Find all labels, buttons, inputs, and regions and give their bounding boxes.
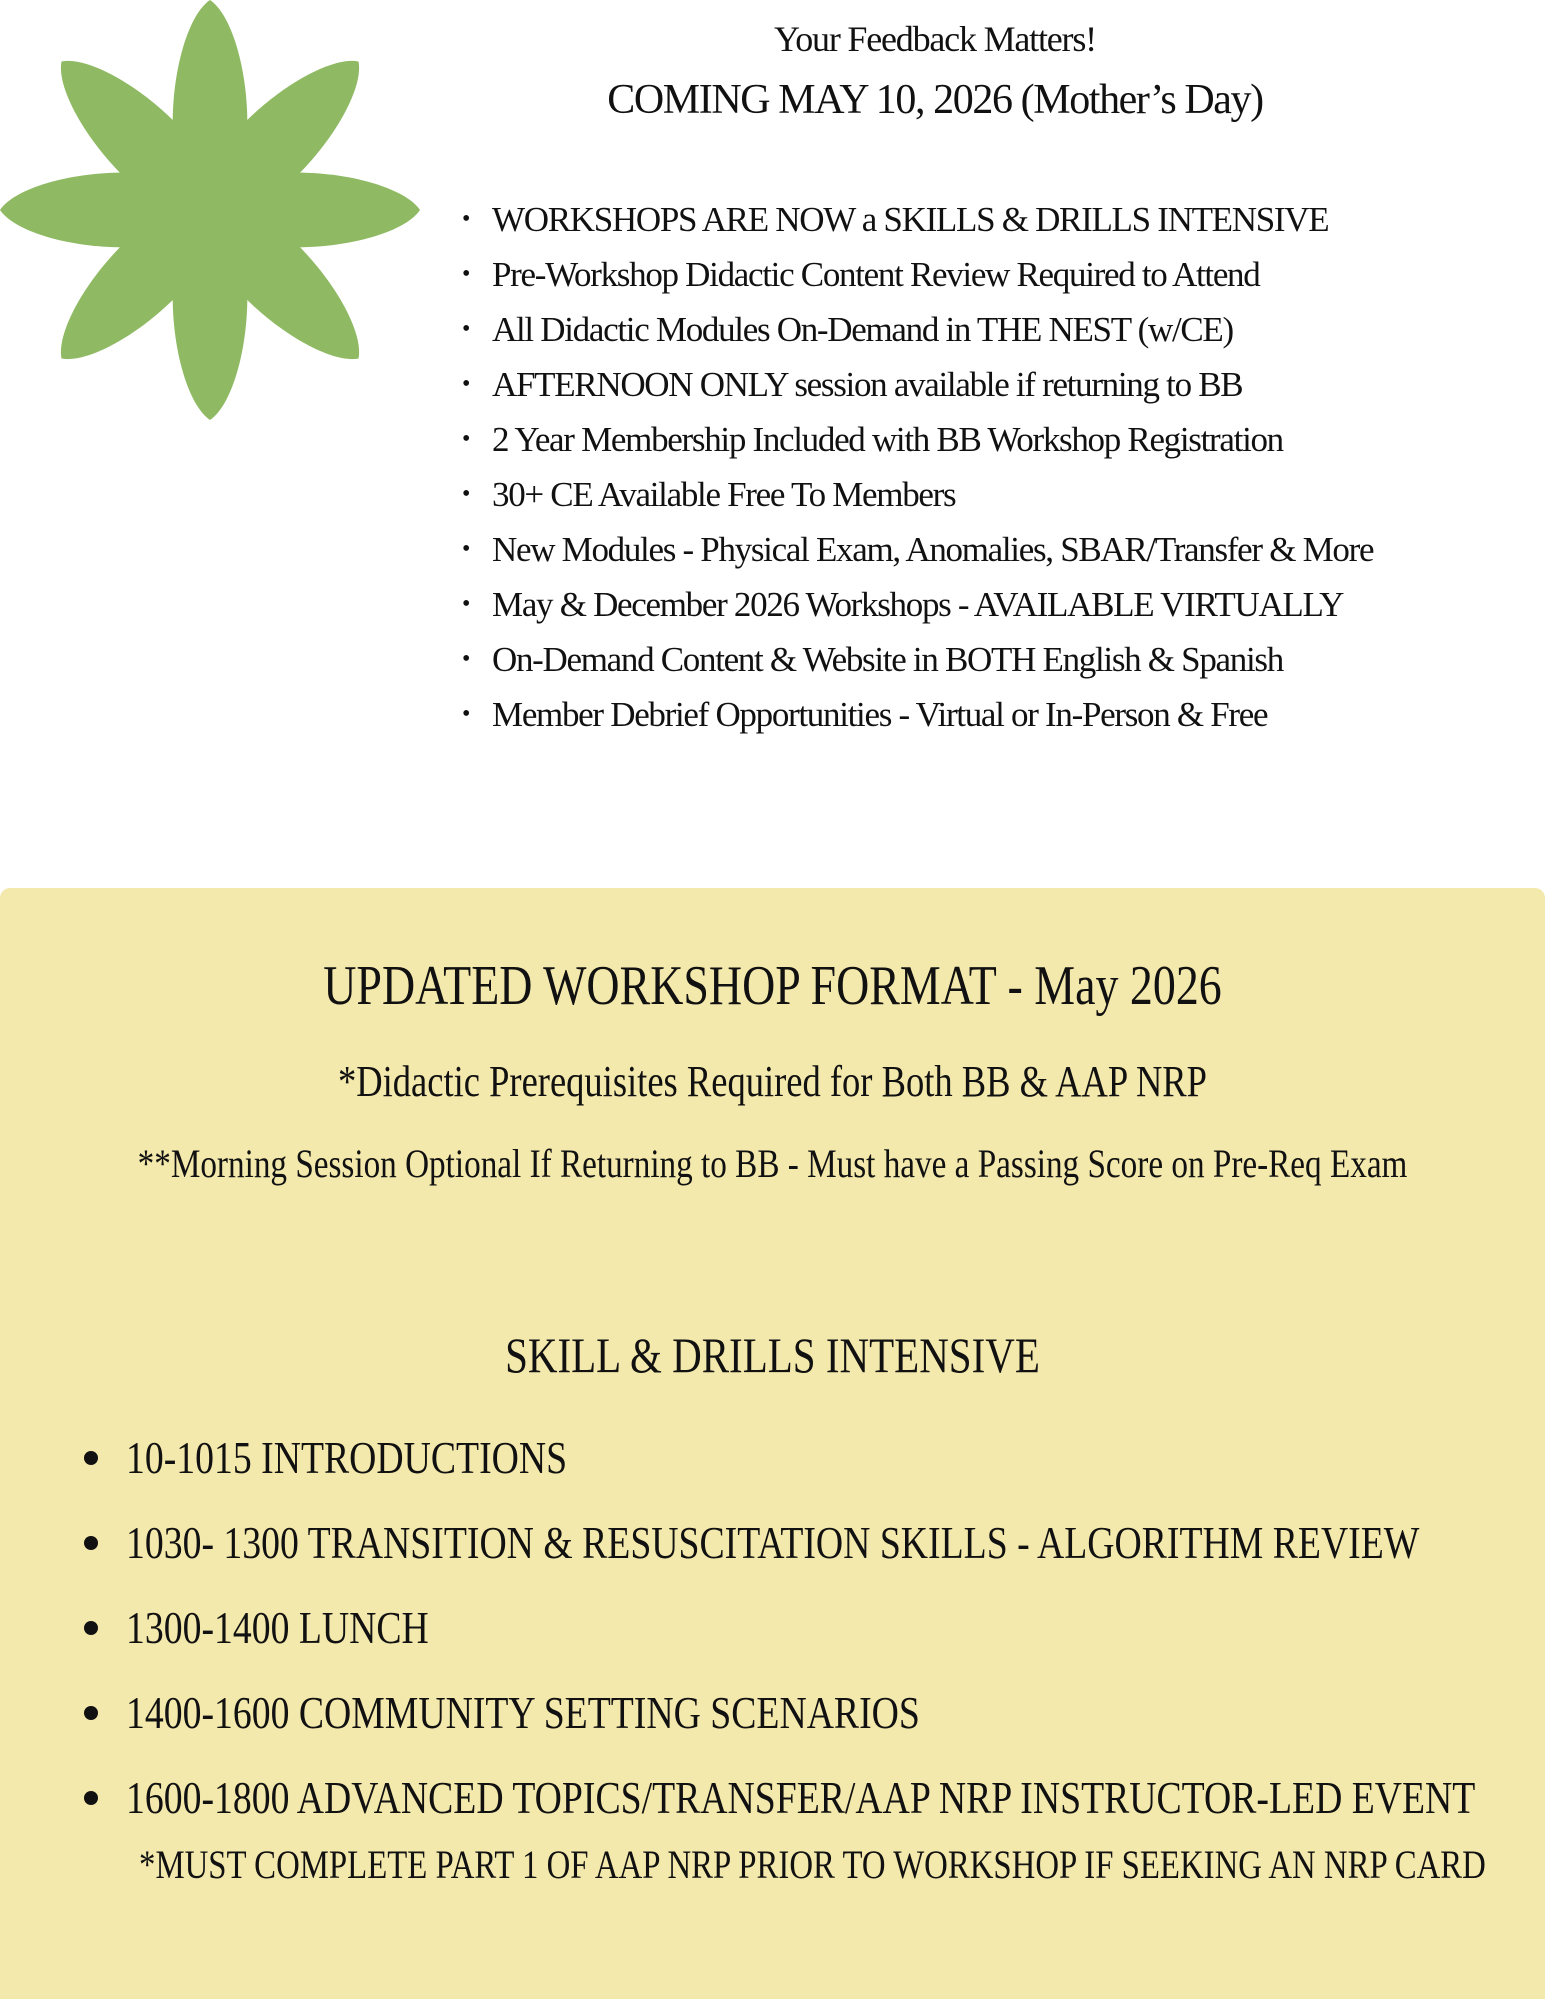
- workshop-format-section: [0, 888, 1545, 1999]
- update-item: • AFTERNOON ONLY session available if returning to BB: [462, 357, 1522, 412]
- asterisk-flower-icon: [0, 0, 430, 430]
- update-item: • May & December 2026 Workshops - AVAILABLE VIRTUALLY: [462, 577, 1522, 632]
- update-item: • 30+ CE Available Free To Members: [462, 467, 1522, 522]
- update-item: • New Modules - Physical Exam, Anomalies, SBAR/Transfer & More: [462, 522, 1522, 577]
- intensive-title: SKILL & DRILLS INTENSIVE: [505, 1327, 1040, 1383]
- update-item: • 2 Year Membership Included with BB Workshop Registration: [462, 412, 1522, 467]
- bullet-icon: [84, 1706, 98, 1720]
- schedule-list: [80, 1415, 1520, 1840]
- update-item: • Member Debrief Opportunities - Virtual or In-Person & Free: [462, 687, 1522, 742]
- coming-date-heading: COMING MAY 10, 2026 (Mother’s Day): [607, 77, 1263, 123]
- bullet-icon: [84, 1451, 98, 1465]
- bullet-icon: [84, 1791, 98, 1805]
- update-item: • Pre-Workshop Didactic Content Review Required to Attend: [462, 247, 1522, 302]
- nrp-card-note: *MUST COMPLETE PART 1 OF AAP NRP PRIOR TO WORKSHOP IF SEEKING AN NRP CARD: [139, 1842, 1486, 1887]
- bullet-icon: [84, 1621, 98, 1635]
- schedule-item-text: 1030- 1300 TRANSITION & RESUSCITATION SKILLS - ALGORITHM REVIEW: [126, 1517, 1420, 1568]
- updates-list: [462, 192, 1522, 742]
- feedback-heading: Your Feedback Matters!: [774, 19, 1096, 59]
- update-item: • WORKSHOPS ARE NOW a SKILLS & DRILLS INTENSIVE: [462, 192, 1522, 247]
- bullet-icon: [84, 1536, 98, 1550]
- prereq-note: *Didactic Prerequisites Required for Both BB & AAP NRP: [338, 1057, 1207, 1106]
- update-item: • On-Demand Content & Website in BOTH English & Spanish: [462, 632, 1522, 687]
- update-item: • All Didactic Modules On-Demand in THE NEST (w/CE): [462, 302, 1522, 357]
- feedback-section: [0, 0, 1545, 888]
- schedule-item: [80, 1585, 1520, 1670]
- schedule-item: [80, 1415, 1520, 1500]
- schedule-item: [80, 1755, 1520, 1840]
- schedule-item: [80, 1500, 1520, 1585]
- schedule-item: [80, 1670, 1520, 1755]
- schedule-item-text: 1300-1400 LUNCH: [126, 1602, 429, 1653]
- schedule-item-text: 1400-1600 COMMUNITY SETTING SCENARIOS: [126, 1687, 920, 1738]
- format-title: UPDATED WORKSHOP FORMAT - May 2026: [323, 955, 1222, 1017]
- schedule-item-text: 1600-1800 ADVANCED TOPICS/TRANSFER/AAP NRP INSTRUCTOR-LED EVENT: [126, 1772, 1476, 1823]
- morning-session-note: **Morning Session Optional If Returning to BB - Must have a Passing Score on Pre-Req Exam: [137, 1141, 1408, 1186]
- schedule-item-text: 10-1015 INTRODUCTIONS: [126, 1432, 568, 1483]
